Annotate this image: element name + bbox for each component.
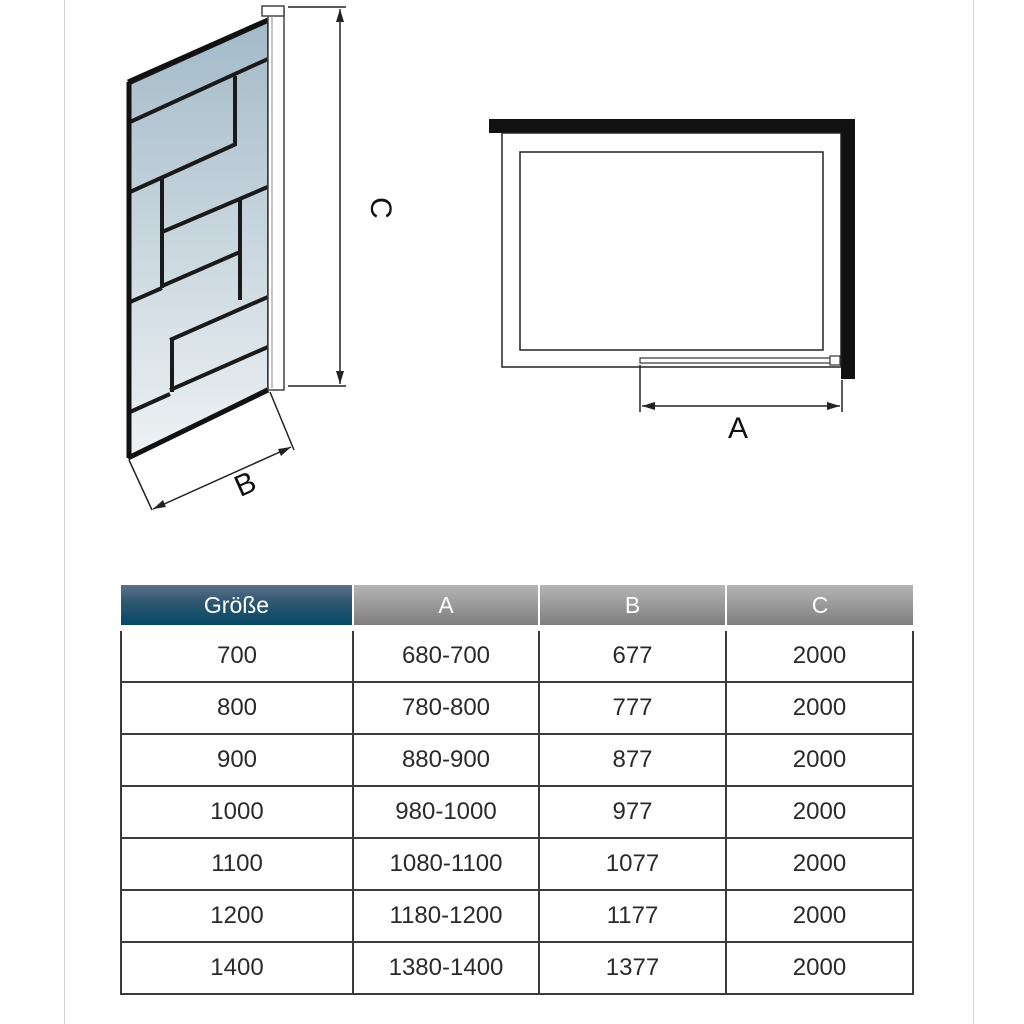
cell-c: 2000	[726, 628, 913, 682]
table-row	[121, 838, 913, 890]
cell-c: 2000	[726, 734, 913, 786]
cell-b: 777	[539, 682, 726, 734]
cell-size: 700	[121, 628, 353, 682]
cell-c: 2000	[726, 786, 913, 838]
table-row	[121, 890, 913, 942]
glass-pane	[130, 22, 268, 457]
dimension-a	[640, 365, 842, 412]
cell-a: 680-700	[353, 628, 539, 682]
cell-size: 1400	[121, 942, 353, 994]
cell-b: 1377	[539, 942, 726, 994]
table-row	[121, 734, 913, 786]
dimension-c	[288, 7, 346, 386]
cell-b: 977	[539, 786, 726, 838]
cell-size: 1100	[121, 838, 353, 890]
cell-b: 677	[539, 628, 726, 682]
header-b: B	[539, 585, 726, 628]
label-b: B	[229, 465, 262, 504]
cell-c: 2000	[726, 890, 913, 942]
table-header-row	[121, 585, 913, 628]
table-row	[121, 682, 913, 734]
top-wall-bar	[489, 119, 855, 133]
cell-b: 1177	[539, 890, 726, 942]
cell-size: 1000	[121, 786, 353, 838]
size-table	[120, 585, 914, 995]
cell-a: 1080-1100	[353, 838, 539, 890]
wall-profile	[268, 10, 284, 390]
cell-a: 1180-1200	[353, 890, 539, 942]
cell-c: 2000	[726, 942, 913, 994]
cell-b: 877	[539, 734, 726, 786]
cell-a: 780-800	[353, 682, 539, 734]
cell-a: 980-1000	[353, 786, 539, 838]
top-view	[489, 119, 855, 379]
cell-c: 2000	[726, 682, 913, 734]
perspective-panel	[128, 6, 284, 458]
table-row	[121, 628, 913, 682]
cell-c: 2000	[726, 838, 913, 890]
cell-a: 880-900	[353, 734, 539, 786]
table-row	[121, 942, 913, 994]
header-groesse: Größe	[121, 585, 353, 628]
side-wall-bar	[841, 119, 855, 379]
label-a: A	[727, 412, 749, 445]
cell-size: 1200	[121, 890, 353, 942]
tray-outline	[502, 133, 841, 367]
cell-size: 900	[121, 734, 353, 786]
header-a: A	[353, 585, 539, 628]
header-c: C	[726, 585, 913, 628]
cell-b: 1077	[539, 838, 726, 890]
label-c: C	[364, 197, 397, 219]
panel-top-view	[640, 358, 840, 363]
cell-size: 800	[121, 682, 353, 734]
table-row	[121, 786, 913, 838]
tray-inner	[520, 152, 823, 350]
cell-a: 1380-1400	[353, 942, 539, 994]
